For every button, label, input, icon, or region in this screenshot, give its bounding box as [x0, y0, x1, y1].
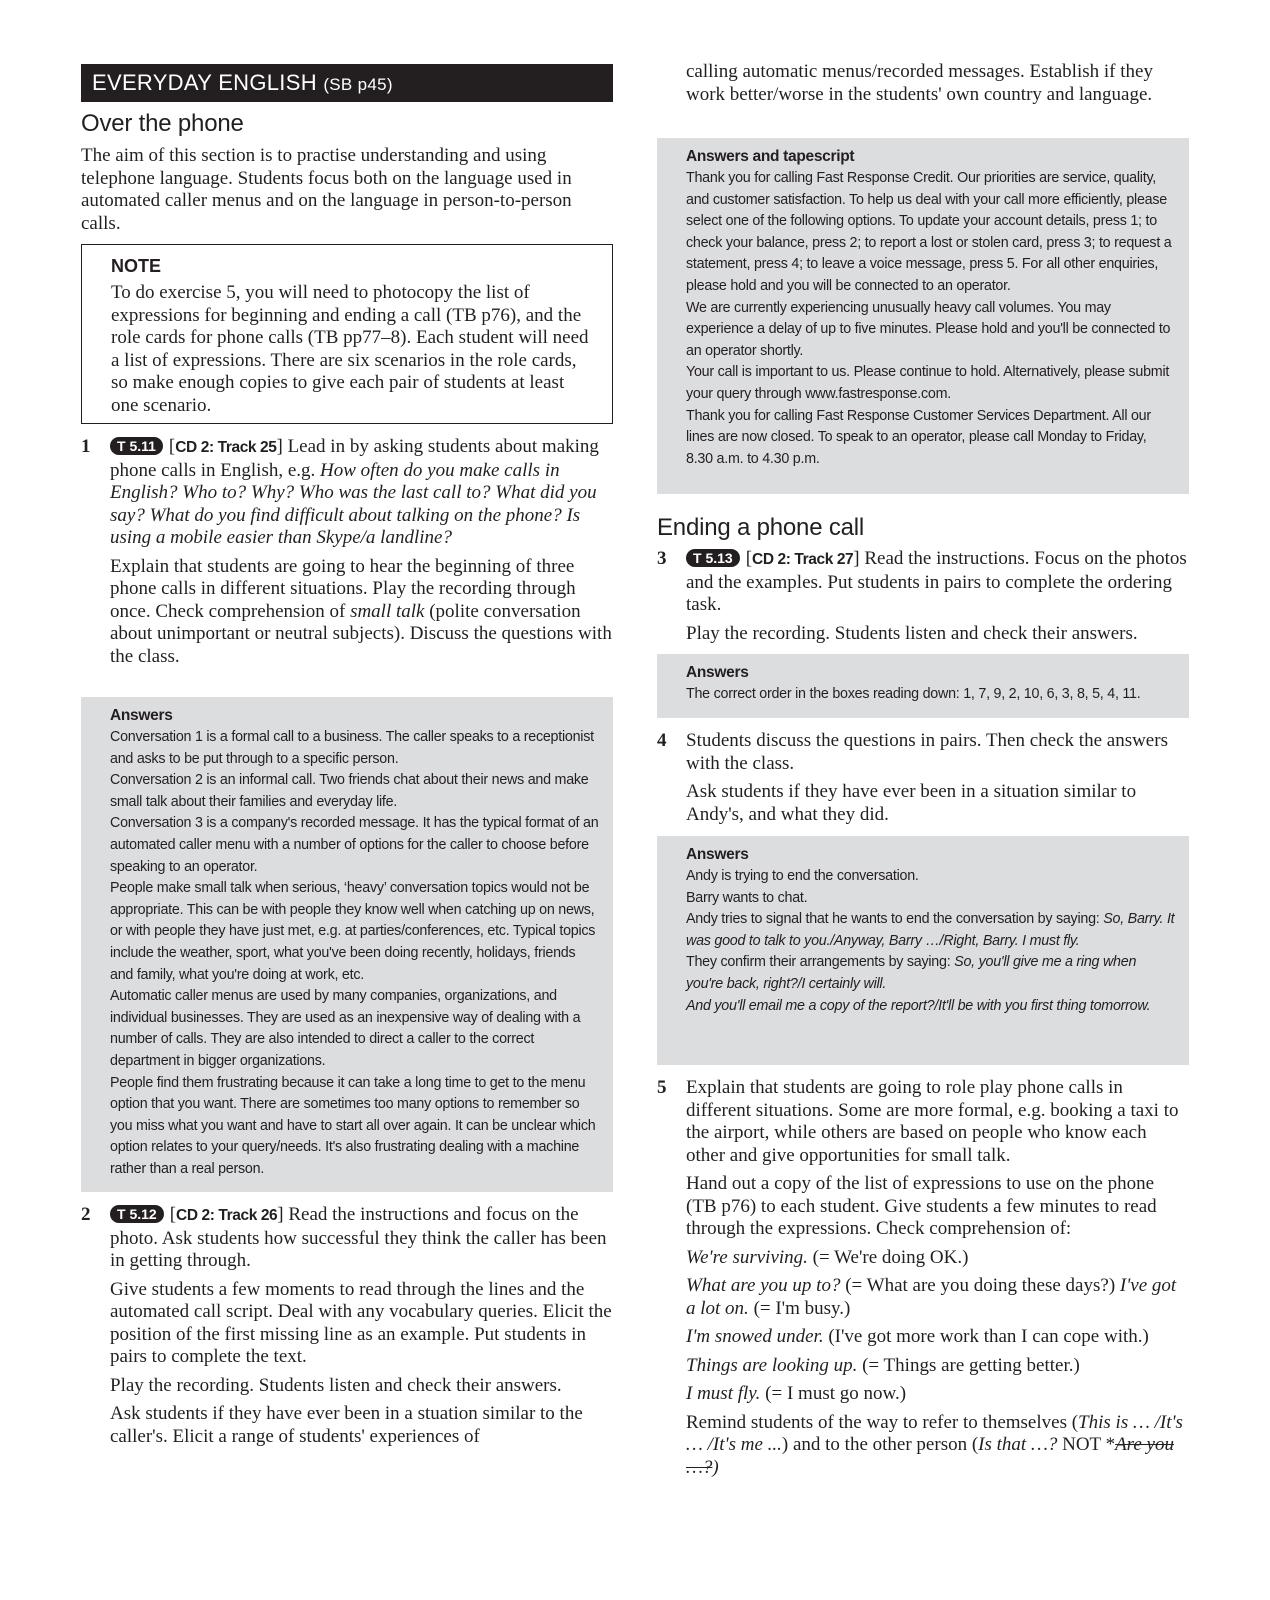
- exercise-3: 3 T 5.13 [CD 2: Track 27] Read the instructions. Focus on the photos and the examples. Put students in pairs to complete the ordering task. Play the recording. Students listen and check their answers.: [657, 548, 1189, 645]
- tapescript-line: Thank you for calling Fast Response Customer Services Department. All our lines are now closed. To speak to an operator, please call Monday to Friday, 8.30 a.m. to 4.30 p.m.: [686, 407, 1151, 467]
- exercise-paragraph: Explain that students are going to hear the beginning of three phone calls in different situations. Play the recording through once. Check comprehension of: [110, 555, 576, 622]
- answer-line: Andy is trying to end the conversation.: [686, 868, 919, 884]
- expression: We're surviving.: [686, 1246, 808, 1268]
- tapescript-badge: T 5.13: [686, 549, 740, 567]
- expression-gloss: (= I'm busy.): [753, 1297, 851, 1319]
- answer-example: So, you'll give me a ring when you're back, right?/I certainly will.: [686, 954, 1137, 992]
- note-text: To do exercise 5, you will need to photocopy the list of expressions for beginning and ending a call (TB p76), and the role cards for phone calls (TB pp77–8). Each student will need a list of expressions. There are six scenarios in the role cards, so make enough copies to give each pair of students at least one scenario.: [111, 282, 589, 416]
- answer-line: They confirm their arrangements by saying:: [686, 954, 951, 971]
- exercise-questions: How often do you make calls in English? Who to? Why? Who was the last call to? What did you say? What do you find difficult about talking on the phone? Is using a mobile easier than Skype/a landline?: [110, 459, 597, 548]
- exercise-number: 1: [81, 436, 91, 457]
- tapescript-line: Your call is important to us. Please continue to hold. Alternatively, please submit your query through www.fastresponse.com.: [686, 364, 1170, 402]
- answer-line: Barry wants to chat.: [686, 889, 808, 906]
- exercise-text: Students discuss the questions in pairs. Then check the answers with the class.: [686, 730, 1168, 774]
- continuation-text: calling automatic menus/recorded messages. Establish if they work better/worse in the students' own country and language.: [686, 61, 1153, 105]
- exercise-2: 2 T 5.12 [CD 2: Track 26] Read the instructions and focus on the photo. Ask students how successful they think the caller has been in getting through. Give students a few moments to read through the lines and the automated call script. Deal with any vocabulary queries. Elicit the position of the first missing line as an example. Put students in pairs to complete the text. Play the recording. Students listen and check their answers. Ask students if they have ever been in a stuation similar to the caller's. Elicit a range of students' experiences of: [81, 1204, 612, 1447]
- exercise-paragraph: Ask students if they have ever been in a situation similar to Andy's, and what they did.: [686, 781, 1137, 825]
- exercise-number: 5: [657, 1077, 667, 1098]
- answers-box-1: [81, 697, 613, 1192]
- cd-track-label: CD 2: Track 27: [752, 551, 854, 568]
- expression: I'm snowed under.: [686, 1326, 824, 1347]
- exercise-paragraph: Play the recording. Students listen and check their answers.: [110, 1374, 562, 1396]
- exercise-paragraph: Give students a few moments to read through the lines and the automated call script. Deal with any vocabulary queries. Elicit the position of the first missing line as an example. Put students in pairs to complete the text.: [110, 1278, 612, 1367]
- exercise-number: 2: [81, 1204, 91, 1225]
- exercise-4: [657, 730, 1189, 826]
- term-small-talk: small talk: [350, 600, 425, 622]
- intro-paragraph: [81, 145, 613, 235]
- exercise-number: 3: [657, 548, 667, 569]
- expression: Things are looking up.: [686, 1354, 858, 1376]
- answers-title: Answers: [110, 707, 173, 724]
- incorrect-example: Are you …?: [686, 1434, 1174, 1478]
- answer-line: People make small talk when serious, ‘heavy’ conversation topics would not be appropriate. This can be with people they know well when catching up on news, or with people they have just met, e.g. at parties/conferences, etc. Typical topics include the weather, sport, what you've been doing recently, holidays, friends and family, what you're doing at work, etc.: [110, 880, 596, 983]
- reminder-example: This is … /It's … /It's me ...: [686, 1411, 1183, 1455]
- exercise-paragraph: Ask students if they have ever been in a stuation similar to the caller's. Elicit a range of students' experiences of: [110, 1403, 583, 1447]
- cd-track-label: CD 2: Track 25: [175, 439, 277, 456]
- answer-line: Conversation 1 is a formal call to a business. The caller speaks to a receptionist and asks to be put through to a specific person.: [110, 729, 594, 767]
- exercise-text: Explain that students are going to role play phone calls in different situations. Some are more formal, e.g. booking a taxi to the airport, while others are based on people who know each other and give opportunities for small talk.: [686, 1077, 1179, 1166]
- expression-gloss: (= We're doing OK.): [812, 1246, 969, 1268]
- section-title: EVERYDAY ENGLISH: [92, 70, 317, 95]
- asterisk: *: [1105, 1434, 1116, 1455]
- section-header-bar: [81, 64, 613, 102]
- exercise-text: Read the instructions. Focus on the photos and the examples. Put students in pairs to complete the ordering task.: [686, 548, 1187, 615]
- note-box: [81, 244, 613, 424]
- exercise-lead-text: Lead in by asking students about making phone calls in English, e.g.: [110, 436, 599, 481]
- expression-gloss: (= What are you doing these days?): [845, 1275, 1116, 1296]
- heading-ending-a-phone-call: Ending a phone call: [657, 514, 865, 541]
- heading-over-the-phone: Over the phone: [81, 110, 244, 137]
- answer-line: People find them frustrating because it can take a long time to get to the menu option that you want. There are sometimes too many options to remember so you miss what you want and have to start all over again. It can be unclear which option relates to your query/needs. It's also frustrating dealing with a machine rather than a real person.: [110, 1074, 596, 1177]
- tapescript-badge: T 5.11: [110, 437, 163, 455]
- answer-example: And you'll email me a copy of the report?/It'll be with you first thing tomorrow.: [686, 997, 1151, 1014]
- exercise-text: Read the instructions and focus on the photo. Ask students how successful they think the caller has been in getting through.: [110, 1204, 607, 1271]
- expression-gloss: (I've got more work than I can cope with.): [828, 1326, 1149, 1347]
- expression: I've got a lot on.: [686, 1275, 1177, 1319]
- tapescript-title: Answers and tapescript: [686, 148, 855, 165]
- exercise-1: 1 T 5.11 [CD 2: Track 25] Lead in by asking students about making phone calls in English, e.g. How often do you make calls in English? Who to? Why? Who was the last call to? What did you say? What do you find difficult about talking on the phone? Is using a mobile easier than Skype/a landline? Explain that students are going to hear the beginning of three phone calls in different situations. Play the recording through once. Check comprehension of small talk (polite conversation about unimportant or neutral subjects). Discuss the questions with the class.: [81, 436, 612, 667]
- answer-example: So, Barry. It was good to talk to you./Anyway, Barry …/Right, Barry. I must fly.: [686, 911, 1175, 949]
- exercise-paragraph: Play the recording. Students listen and check their answers.: [686, 622, 1138, 644]
- answers-title: Answers: [686, 664, 749, 681]
- expression-gloss: (= Things are getting better.): [862, 1354, 1080, 1376]
- answer-line: The correct order in the boxes reading down: 1, 7, 9, 2, 10, 6, 3, 8, 5, 4, 11.: [686, 686, 1141, 702]
- answer-line: Conversation 3 is a company's recorded message. It has the typical format of an automated caller menu with a number of options for the caller to choose before speaking to an operator.: [110, 815, 599, 875]
- intro-text: The aim of this section is to practise understanding and using telephone language. Students focus both on the language used in automated caller menus and on the language in person-to-person calls.: [81, 145, 572, 234]
- expression: I must fly.: [686, 1383, 761, 1404]
- expression: What are you up to?: [686, 1275, 841, 1296]
- note-title: NOTE: [111, 256, 162, 276]
- answers-title: Answers: [686, 846, 749, 863]
- reminder-text: Remind students of the way to refer to themselves (: [686, 1411, 1079, 1433]
- answers-box-4: [657, 836, 1189, 1065]
- tapescript-line: We are currently experiencing unusually heavy call volumes. You may experience a delay of up to five minutes. Please hold and you'll be connected to an operator shortly.: [686, 299, 1171, 359]
- reminder-text: ) and to the other person (: [781, 1434, 979, 1455]
- cd-track-label: CD 2: Track 26: [176, 1207, 278, 1224]
- exercise-paragraph-end: (polite conversation about unimportant or neutral subjects). Discuss the questions with the class.: [110, 600, 612, 667]
- expression-gloss: (= I must go now.): [765, 1383, 907, 1404]
- exercise-paragraph: Hand out a copy of the list of expressions to use on the phone (TB p76) to each student. Give students a few minutes to read through the expressions. Check comprehension of:: [686, 1173, 1157, 1239]
- tapescript-line: Thank you for calling Fast Response Credit. Our priorities are service, quality, and customer satisfaction. To help us deal with your call more efficiently, please select one of the following options. To update your account details, press 1; to check your balance, press 2; to report a lost or stolen card, press 3; to request a statement, press 4; to leave a voice message, press 5. For all other enquiries, please hold and you will be connected to an operator.: [686, 170, 1172, 294]
- reminder-text: NOT: [1062, 1434, 1101, 1455]
- answers-box-3: [657, 654, 1189, 718]
- tapescript-box: [657, 138, 1189, 494]
- answer-line: Andy tries to signal that he wants to end the conversation by saying:: [686, 911, 1100, 928]
- section-subtitle: (SB p45): [323, 75, 393, 94]
- closing-paren: ): [712, 1456, 719, 1478]
- exercise-number: 4: [657, 730, 667, 751]
- exercise-5: [657, 1077, 1189, 1479]
- reminder-example: Is that …?: [978, 1434, 1058, 1455]
- continuation-paragraph: [657, 61, 1189, 106]
- tapescript-badge: T 5.12: [110, 1205, 164, 1223]
- answer-line: Conversation 2 is an informal call. Two friends chat about their news and make small talk about their families and everyday life.: [110, 772, 589, 810]
- answer-line: Automatic caller menus are used by many companies, organizations, and individual businesses. They are used as an inexpensive way of dealing with a number of calls. They are also intended to direct a caller to the correct department in bigger organizations.: [110, 988, 581, 1069]
